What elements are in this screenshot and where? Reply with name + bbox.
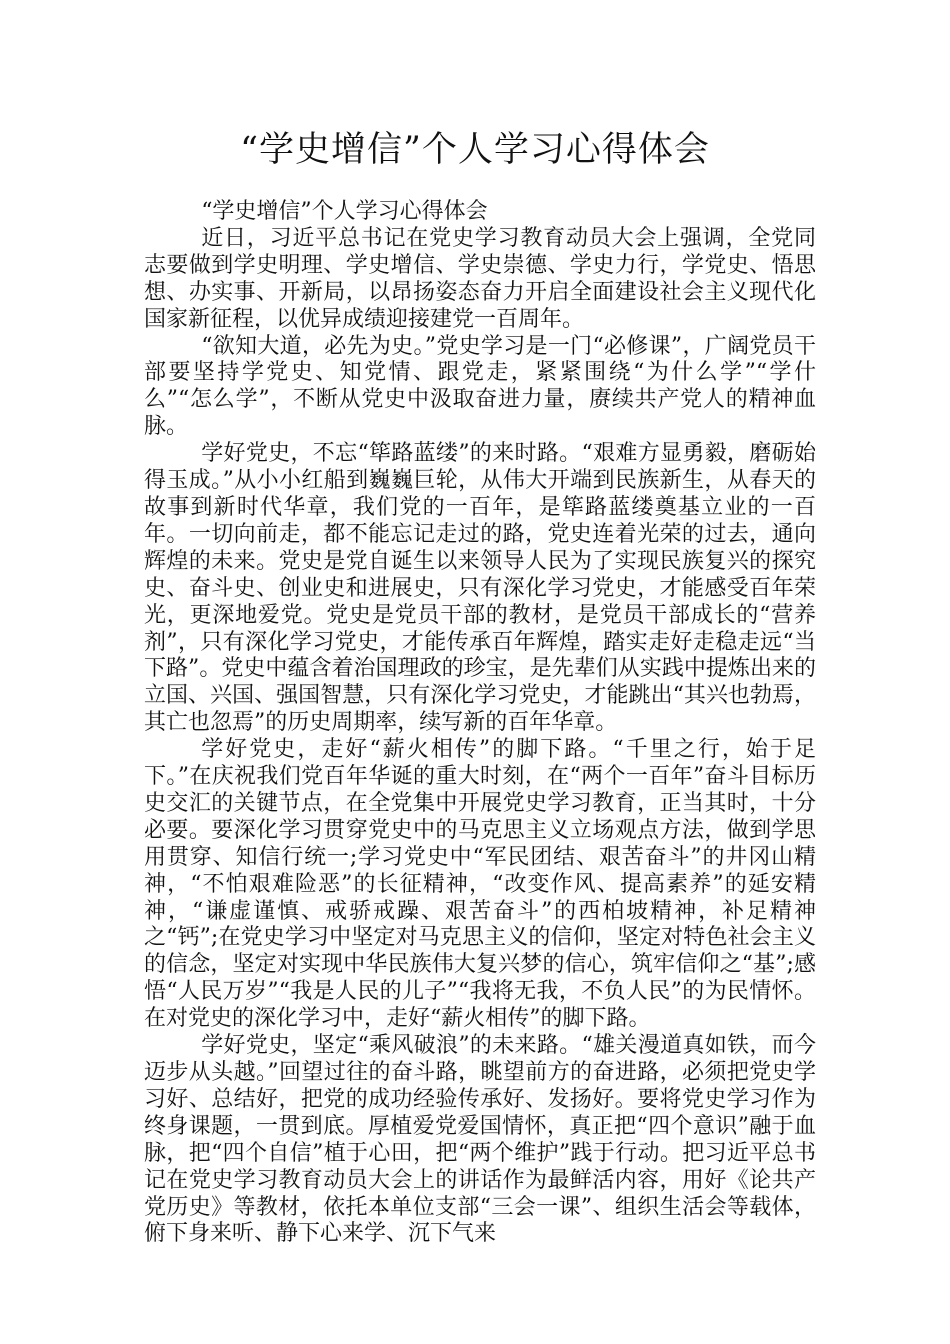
paragraph-3: 学好党史，不忘“筚路蓝缕”的来时路。“艰难方显勇毅，磨砺始得玉成。”从小小红船到巍巍巨轮，从伟大开端到民族新生，从春天的故事到新时代华章，我们党的一百年，是筚路蓝缕奠基立业的一百年。一切向前走，都不能忘记走过的路，党史连着光荣的过去，通向辉煌的未来。党史是党自诞生以来领导人民为了实现民族复兴的探究史、奋斗史、创业史和进展史，只有深化学习党史，才能感受百年荣光，更深地爱党。党史是党员干部的教材，是党员干部成长的“营养剂”，只有深化学习党史，才能传承百年辉煌，踏实走好走稳走远“当下路”。党史中蕴含着治国理政的珍宝，是先辈们从实践中提炼出来的立国、兴国、强国智慧，只有深化学习党史，才能跳出“其兴也勃焉，其亡也忽焉”的历史周期率，续写新的百年华章。 xyxy=(144,441,816,736)
paragraph-5: 学好党史，坚定“乘风破浪”的未来路。“雄关漫道真如铁，而今迈步从头越。”回望过往的奋斗路，眺望前方的奋进路，必须把党史学习好、总结好，把党的成功经验传承好、发扬好。要将党史学习作为终身课题，一贯到底。厚植爱党爱国情怀，真正把“四个意识”融于血脉，把“四个自信”植于心田，把“两个维护”践于行动。把习近平总书记在党史学习教育动员大会上的讲话作为最鲜活内容，用好《论共产党历史》等教材，依托本单位支部“三会一课”、组织生活会等载体，俯下身来听、静下心来学、沉下气来 xyxy=(144,1033,816,1247)
paragraph-2: “欲知大道，必先为史。”党史学习是一门“必修课”，广阔党员干部要坚持学党史、知党情、跟党走，紧紧围绕“为什么学”“学什么”“怎么学”，不断从党史中汲取奋进力量，赓续共产党人的精神血脉。 xyxy=(144,333,816,440)
document-subtitle: “学史增信”个人学习心得体会 xyxy=(201,199,488,224)
paragraph-4: 学好党史，走好“薪火相传”的脚下路。“千里之行，始于足下。”在庆祝我们党百年华诞的重大时刻，在“两个一百年”奋斗目标历史交汇的关键节点，在全党集中开展党史学习教育，正当其时，十分必要。要深化学习贯穿党史中的马克思主义立场观点方法，做到学思用贯穿、知信行统一;学习党史中“军民团结、艰苦奋斗”的井冈山精神，“不怕艰难险恶”的长征精神，“改变作风、提高素养”的延安精神，“谦虚谨慎、戒骄戒躁、艰苦奋斗”的西柏坡精神，补足精神之“钙”;在党史学习中坚定对马克思主义的信仰，坚定对特色社会主义的信念，坚定对实现中华民族伟大复兴梦的信心，筑牢信仰之“基”;感悟“人民万岁”“我是人民的儿子”“我将无我，不负人民”的为民情怀。在对党史的深化学习中，走好“薪火相传”的脚下路。 xyxy=(144,737,816,1032)
paragraph-intro: 近日，习近平总书记在党史学习教育动员大会上强调，全党同志要做到学史明理、学史增信、学史崇德、学史力行，学党史、悟思想、办实事、开新局，以昂扬姿态奋力开启全面建设社会主义现代化国家新征程，以优异成绩迎接建党一百周年。 xyxy=(144,225,816,332)
document-title: “学史增信”个人学习心得体会 xyxy=(240,130,710,170)
document-body xyxy=(144,199,816,1248)
